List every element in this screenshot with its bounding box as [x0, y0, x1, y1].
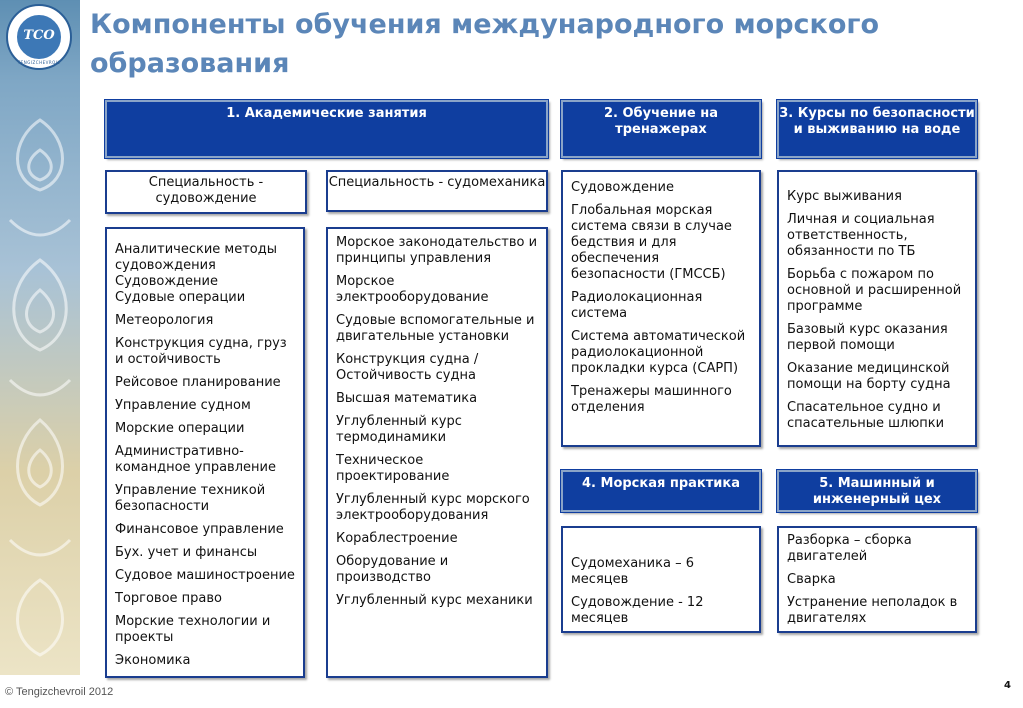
list-item: Техническое проектирование [336, 453, 450, 484]
list-item: Аналитические методы судовождения [115, 242, 277, 273]
header-safety: 3. Курсы по безопасности и выживанию на воде [777, 100, 977, 158]
list-item: Сварка [787, 572, 836, 587]
list-safety [777, 170, 977, 447]
ornament-pattern [0, 0, 80, 675]
list-item: Судовождение [115, 274, 218, 289]
list-item: Курс выживания [787, 189, 902, 204]
list-practice [561, 526, 761, 633]
copyright-footer: © Tengizchevroil 2012 [5, 686, 114, 698]
list-item: Административно-командное управление [115, 444, 276, 475]
logo-text: TCO [23, 28, 55, 43]
specialty-engineering: Специальность - судомеханика [326, 170, 548, 212]
list-item: Морские технологии и проекты [115, 614, 271, 645]
list-academic-engineering [326, 227, 548, 678]
list-item: Бух. учет и финансы [115, 545, 258, 560]
list-item: Судовое машиностроение [115, 568, 295, 583]
list-item: Борьба с пожаром по основной и расширенной программе [787, 267, 962, 314]
list-item: Радиолокационная система [571, 290, 703, 321]
list-item: Управление техникой безопасности [115, 483, 266, 514]
list-item: Оборудование и производство [336, 554, 449, 585]
header-practice: 4. Морская практика [561, 470, 761, 512]
list-item: Судовождение [571, 180, 674, 195]
page-title: Компоненты обучения международного морского образования [90, 9, 880, 79]
list-item: Тренажеры машинного отделения [571, 384, 732, 415]
list-item: Морское электрооборудование [336, 274, 489, 305]
list-item: Конструкция судна, груз и остойчивость [115, 336, 287, 367]
list-item: Углубленный курс морского электрооборудования [336, 492, 530, 523]
list-item: Судовождение - 12 месяцев [571, 595, 704, 626]
list-item: Управление судном [115, 398, 251, 413]
list-item: Глобальная морская система связи в случае бедствия и для обеспечения безопасности (ГМССБ) [571, 203, 732, 282]
list-item: Высшая математика [336, 391, 478, 406]
logo-ring-text: TENGIZCHEVROIL [17, 60, 61, 65]
list-item: Морское законодательство и принципы управления [336, 235, 538, 266]
logo-emblem [15, 13, 63, 61]
header-academic: 1. Академические занятия [105, 100, 548, 158]
list-item: Спасательное судно и спасательные шлюпки [787, 400, 945, 431]
header-workshop: 5. Машинный и инженерный цех [777, 470, 977, 512]
list-item: Метеорология [115, 313, 214, 328]
list-item: Торговое право [115, 591, 223, 606]
list-item: Судовые вспомогательные и двигательные установки [336, 313, 535, 344]
list-item: Система автоматической радиолокационной прокладки курса (САРП) [571, 329, 746, 376]
list-item-group [115, 242, 296, 306]
list-item: Рейсовое планирование [115, 375, 281, 390]
list-item: Разборка – сборка двигателей [787, 533, 912, 564]
list-item: Углубленный курс термодинамики [336, 414, 462, 445]
list-item: Базовый курс оказания первой помощи [787, 322, 948, 353]
list-item: Устранение неполадок в двигателях [787, 595, 958, 626]
company-logo [6, 4, 72, 70]
list-item: Экономика [115, 653, 191, 668]
page-number: 4 [1004, 680, 1011, 691]
list-item: Кораблестроение [336, 531, 458, 546]
list-workshop [777, 526, 977, 633]
list-item: Конструкция судна / Остойчивость судна [336, 352, 479, 383]
list-item: Углубленный курс механики [336, 593, 533, 608]
header-simulators: 2. Обучение на тренажерах [561, 100, 761, 158]
list-simulators [561, 170, 761, 447]
decorative-sidebar [0, 0, 80, 675]
list-item: Морские операции [115, 421, 245, 436]
list-item: Финансовое управление [115, 522, 284, 537]
specialty-navigation: Специальность - судовождение [105, 170, 307, 214]
list-academic-navigation [105, 227, 305, 678]
list-item: Судомеханика – 6 месяцев [571, 556, 694, 587]
list-item: Судовые операции [115, 290, 246, 305]
list-item: Личная и социальная ответственность, обязанности по ТБ [787, 212, 935, 259]
list-item: Оказание медицинской помощи на борту судна [787, 361, 951, 392]
